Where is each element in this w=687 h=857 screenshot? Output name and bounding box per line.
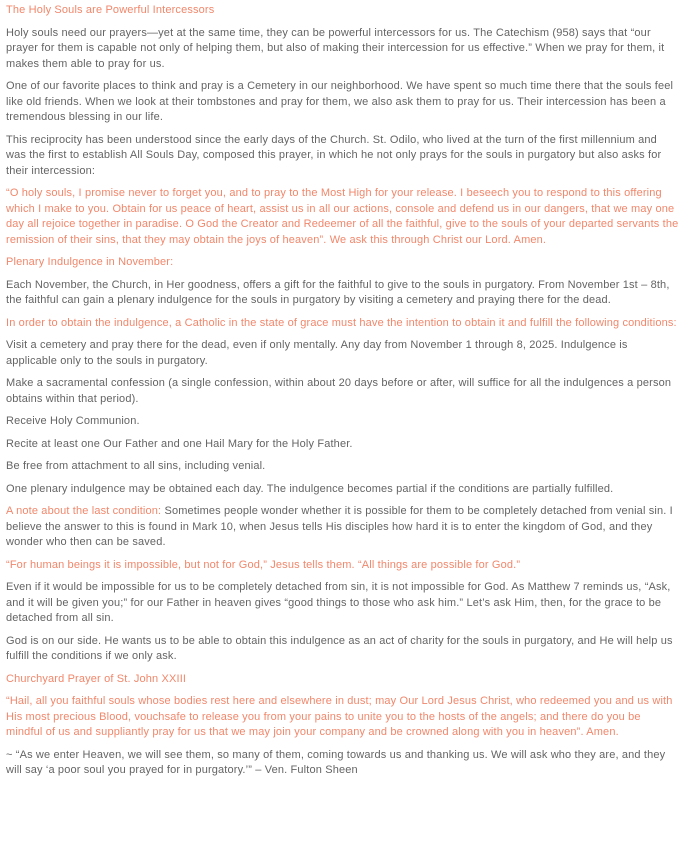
odilo-prayer-quote: “O holy souls, I promise never to forget you, and to pray to the Most High for your release. I beseech you to respond to this offering which I make to you. Obtain for us peace of heart, assist us in all our actions, console and defend us in our dangers, that we may one day all rejoice together in paradise. O God the Creator and Redeemer of all the faithful, give to the souls of your departed servants the remission of their sins, that they may obtain the joys of heaven”. We ask this through Christ our Lord. Amen. [6, 187, 679, 246]
condition-confession: Make a sacramental confession (a single confession, within about 20 days before or after, will suffice for all the indulgences a person obtains within that period). [6, 377, 672, 405]
para-reciprocity: This reciprocity has been understood since the early days of the Church. St. Odilo, who lived at the turn of the first millennium and was the first to establish All Souls Day, composed this prayer, in which he not only prays for the souls in purgatory but also asks for their intercession: [6, 133, 662, 177]
para-catechism: Holy souls need our prayers—yet at the same time, they can be powerful intercessors for us. The Catechism (958) says that “our prayer for them is capable not only of helping them, but also of making their intercession for us effective.” When we pray for them, it makes them able to pray for us. [6, 26, 665, 70]
jesus-quote: “For human beings it is impossible, but not for God,” Jesus tells them. “All things are possible for God.” [6, 558, 521, 571]
para-cemetery: One of our favorite places to think and pray is a Cemetery in our neighborhood. We have spent so much time there that the souls feel like old friends. When we look at their tombstones and pray for them, we also ask them to pray for us. Their intercession has been a tremendous blessing in our life. [6, 80, 674, 123]
heading-churchyard-prayer: Churchyard Prayer of St. John XXIII [6, 672, 187, 685]
condition-one-per-day: One plenary indulgence may be obtained each day. The indulgence becomes partial if the conditions are partially fulfilled. [6, 482, 614, 495]
para-matthew: Even if it would be impossible for us to be completely detached from sin, it is not impossible for God. As Matthew 7 reminds us, “Ask, and it will be given you;” for our Father in heaven gives “good things to those who ask him.” Let’s ask Him, then, for the grace to be detached from all sin. [6, 581, 671, 624]
heading-plenary-indulgence: Plenary Indulgence in November: [6, 256, 174, 268]
note-text: Sometimes people wonder whether it is possible for them to be completely detached from venial sin. I believe the answer to this is found in Mark 10, when Jesus tells His disciples how hard it is to enter the kingdom of God, and they wonder who then can be saved. [6, 505, 673, 548]
para-note-last-condition [6, 504, 680, 551]
heading-holy-souls: The Holy Souls are Powerful Intercessors [6, 4, 215, 16]
condition-free-from-attachment: Be free from attachment to all sins, including venial. [6, 460, 266, 472]
note-label: A note about the last condition: [6, 505, 162, 517]
condition-our-father-hail-mary: Recite at least one Our Father and one Hail Mary for the Holy Father. [6, 437, 353, 450]
condition-communion: Receive Holy Communion. [6, 415, 140, 427]
para-plenary-intro: Each November, the Church, in Her goodness, offers a gift for the faithful to give to the souls in purgatory. From November 1st – 8th, the faithful can gain a plenary indulgence for the souls in purgatory by visiting a cemetery and praying there for the dead. [6, 278, 670, 306]
condition-visit-cemetery: Visit a cemetery and pray there for the dead, even if only mentally. Any day from November 1 through 8, 2025. Indulgence is applicable only to the souls in purgatory. [6, 339, 628, 367]
para-god-on-our-side: God is on our side. He wants us to be able to obtain this indulgence as an act of charity for the souls in purgatory, and He will help us fulfill the conditions if we only ask. [6, 634, 673, 662]
churchyard-prayer-quote: “Hail, all you faithful souls whose bodies rest here and elsewhere in dust; may Our Lord Jesus Christ, who redeemed you and us with His most precious Blood, vouchsafe to release you from your pains to unite you to the hosts of the angels; and there do you be mindful of us and suppliantly pray for us that we may join your company and be crowned along with you in heaven”. Amen. [6, 695, 673, 738]
fulton-sheen-quote: ~ “As we enter Heaven, we will see them, so many of them, coming towards us and thanking us. We will ask who they are, and they will say ‘a poor soul you prayed for in purgatory.’” – Ven. Fulton Sheen [6, 748, 666, 776]
para-conditions-intro: In order to obtain the indulgence, a Catholic in the state of grace must have the intention to obtain it and fulfill the following conditions: [6, 316, 677, 329]
